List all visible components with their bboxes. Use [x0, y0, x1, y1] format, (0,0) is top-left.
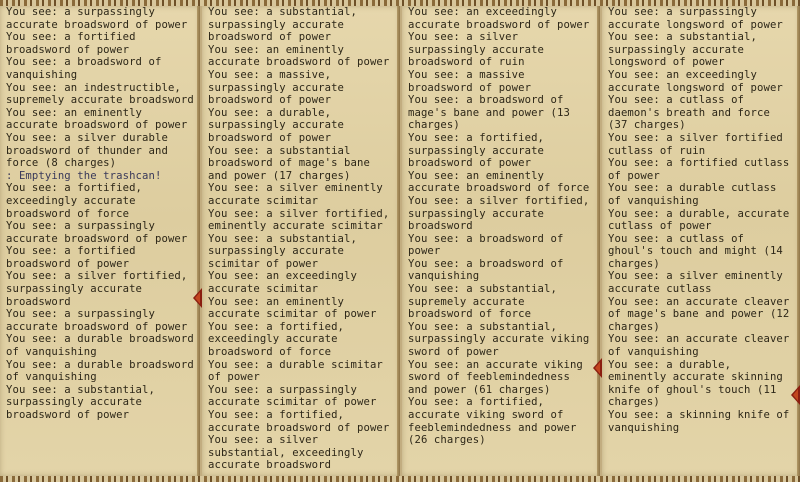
journal-line: You see: an exceedingly accurate longsword of power [608, 68, 783, 94]
journal-line: You see: a broadsword of vanquishing [408, 257, 564, 283]
ornate-bottom-border [0, 476, 800, 482]
journal-line: You see: a fortified broadsword of power [6, 245, 136, 270]
red-arrow-tab-icon[interactable] [593, 358, 602, 378]
journal-line: You see: a durable, surpassingly accurate broadsword of power [208, 106, 345, 144]
journal-line: You see: a fortified, surpassingly accurate broadsword of power [408, 131, 545, 170]
journal-line: You see: a substantial, surpassingly accurate longsword of power [608, 31, 757, 69]
red-arrow-tab-icon[interactable] [193, 288, 202, 308]
message-list-4 [602, 6, 800, 434]
journal-line: You see: a silver substantial, exceedingly accurate broadsword [208, 434, 364, 472]
journal-line: You see: a fortified, exceedingly accurate broadsword of force [208, 320, 345, 359]
journal-line: You see: a substantial, surpassingly accurate broadsword of power [6, 383, 155, 421]
journal-line: You see: an indestructible, supremely accurate broadsword [6, 81, 194, 107]
journal-line: You see: a cutlass of ghoul's touch and might (14 charges) [608, 232, 783, 270]
journal-line: You see: a substantial, surpassingly accurate scimitar of power [208, 232, 357, 270]
journal-line: You see: a silver fortified, eminently accurate scimitar [208, 207, 390, 233]
journal-line: You see: an accurate cleaver of vanquishing [608, 333, 790, 359]
journal-line: You see: an exceedingly accurate broadsword of power [408, 6, 590, 31]
journal-line: You see: a fortified broadsword of power [6, 31, 136, 56]
journal-line: You see: a durable, eminently accurate skinning knife of ghoul's touch (11 charges) [608, 358, 783, 409]
journal-line: You see: a substantial broadsword of mage's bane and power (17 charges) [208, 144, 370, 182]
journal-line: You see: an eminently accurate broadsword of power [208, 43, 390, 69]
journal-line: You see: a silver eminently accurate cutlass [608, 270, 783, 296]
journal-line: You see: a surpassingly accurate scimitar of power [208, 383, 377, 409]
journal-line: You see: a durable broadsword of vanquishing [6, 358, 194, 384]
journal-column-2[interactable] [202, 6, 400, 476]
journal-line: You see: a substantial, surpassingly accurate viking sword of power [408, 320, 590, 359]
red-arrow-tab-icon[interactable] [791, 385, 800, 405]
journal-line: You see: a substantial, supremely accurate broadsword of force [408, 283, 557, 321]
journal-line: You see: a durable cutlass of vanquishing [608, 182, 777, 207]
journal-line: You see: a durable broadsword of vanquishing [6, 333, 194, 359]
journal-line: You see: a fortified, accurate viking sword of feeblemindedness and power (26 charges) [408, 396, 577, 447]
journal-line: You see: a silver fortified, surpassingly accurate broadsword [408, 194, 590, 233]
journal-line: You see: a cutlass of daemon's breath and force (37 charges) [608, 94, 770, 132]
journal-column-3[interactable] [402, 6, 600, 476]
message-list-3 [402, 6, 600, 447]
journal-column-4[interactable] [602, 6, 800, 476]
journal-line: You see: an exceedingly accurate scimitar [208, 270, 357, 296]
journal-line: You see: a skinning knife of vanquishing [608, 409, 790, 434]
journal-line: You see: a surpassingly accurate broadsword of power [6, 220, 188, 245]
journal-line: You see: an accurate viking sword of feeblemindedness and power (61 charges) [408, 358, 583, 396]
ornate-top-border [0, 0, 800, 6]
journal-line: You see: a massive broadsword of power [408, 68, 532, 94]
journal-line: You see: an eminently accurate broadsword of force [408, 169, 590, 195]
journal-line: : Emptying the trashcan! [6, 169, 162, 182]
journal-line: You see: a silver fortified cutlass of ruin [608, 131, 783, 157]
journal-line: You see: a silver fortified, surpassingly accurate broadsword [6, 270, 188, 308]
journal-line: You see: a surpassingly accurate longsword of power [608, 6, 783, 31]
journal-line: You see: a durable, accurate cutlass of power [608, 207, 790, 233]
journal-line: You see: a silver durable broadsword of thunder and force (8 charges) [6, 131, 168, 170]
journal-column-1[interactable] [0, 6, 200, 476]
journal-line: You see: a massive, surpassingly accurate broadsword of power [208, 68, 345, 107]
journal-line: You see: a durable scimitar of power [208, 358, 383, 384]
journal-line: You see: a fortified, accurate broadsword of power [208, 409, 390, 434]
journal-line: You see: an eminently accurate broadsword of power [6, 106, 188, 132]
journal-line: You see: a surpassingly accurate broadsword of power [6, 308, 188, 333]
journal-line: You see: a substantial, surpassingly accurate broadsword of power [208, 6, 357, 44]
message-list-1 [0, 6, 200, 422]
journal-line: You see: a fortified, exceedingly accurate broadsword of force [6, 182, 143, 220]
journal-line: You see: a broadsword of power [408, 232, 564, 258]
journal-line: You see: an eminently accurate scimitar of power [208, 295, 377, 321]
journal-line: You see: a broadsword of vanquishing [6, 56, 162, 81]
journal-line: You see: a silver surpassingly accurate broadsword of ruin [408, 31, 545, 69]
journal-line: You see: a fortified cutlass of power [608, 157, 790, 182]
journal-line: You see: a surpassingly accurate broadsword of power [6, 6, 188, 31]
journal-line: You see: an accurate cleaver of mage's bane and power (12 charges) [608, 295, 790, 333]
message-list-2 [202, 6, 400, 472]
journal-line: You see: a broadsword of mage's bane and power (13 charges) [408, 94, 570, 132]
journal-line: You see: a silver eminently accurate scimitar [208, 182, 383, 207]
